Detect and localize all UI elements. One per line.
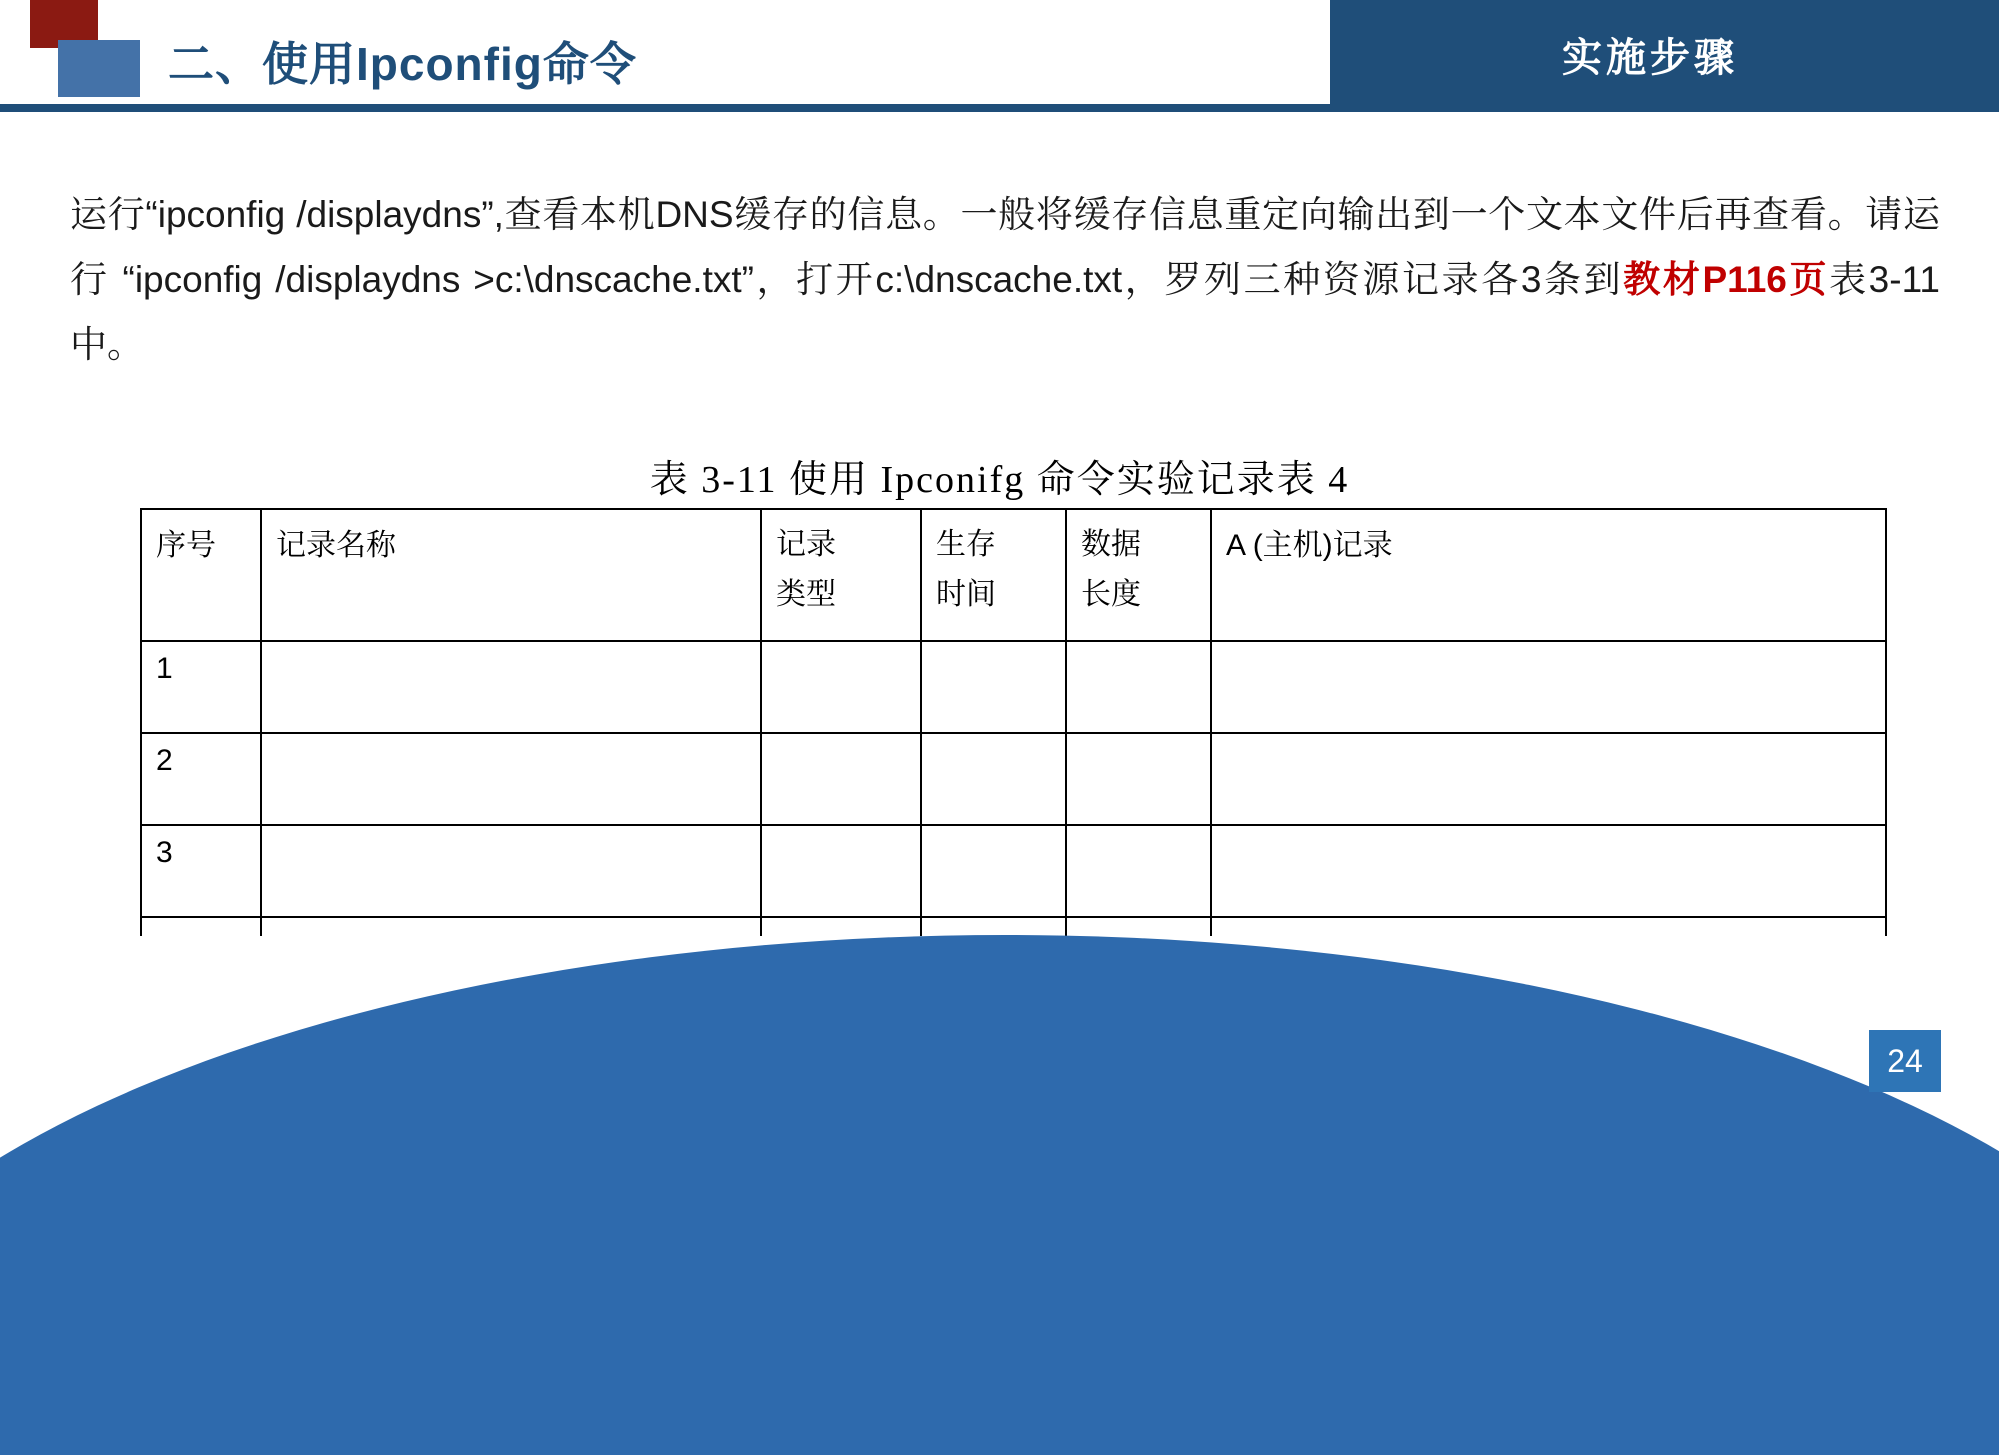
column-header-type-line2: 类型 [776,578,836,611]
table-row[interactable] [141,733,1886,825]
record-table [140,508,1887,936]
cell-no [141,917,261,936]
cell-length[interactable] [921,825,1066,917]
cell-ttl[interactable] [921,733,1066,825]
instruction-paragraph [70,182,1940,377]
footer-decoration [0,935,1999,1455]
column-header-name: 记录名称 [261,509,761,641]
cell-length[interactable] [1066,733,1211,825]
paragraph-text-part1: 运行“ipconfig /displaydns”,查看本机DNS缓存的信息。一般将缓存信息重定向输出到一个文本文件后再查看。请运行 “ipconfig /displaydns >c:\dnscache.txt”，打开c:\dnscache.txt，罗列三种资源记录各3条到 [70,194,1940,300]
column-header-length-line2: 长度 [1081,578,1141,611]
column-header-type-line1: 记录 [776,528,836,561]
cell-ttl [921,917,1066,936]
cell-type[interactable] [761,733,921,825]
cell-no: 3 [141,825,261,917]
column-header-ttl-line1: 生存 [936,528,996,561]
cell-no: 1 [141,641,261,733]
cell-length[interactable] [1066,825,1211,917]
table-row[interactable] [141,641,1886,733]
cell-ttl[interactable] [921,641,1066,733]
cell-type [761,917,921,936]
cell-a-record[interactable] [1211,825,1886,917]
cell-name[interactable] [261,825,761,917]
cell-a-record[interactable] [1211,641,1886,733]
cell-no: 2 [141,733,261,825]
table-row[interactable] [141,825,1886,917]
column-header-length [1066,509,1211,641]
page-number-badge: 24 [1869,1030,1941,1092]
column-header-length-line1: 数据 [1081,528,1141,561]
header-underline [0,104,1999,112]
section-label: 实施步骤 [1562,36,1738,80]
cell-name[interactable] [261,733,761,825]
cell-a-record [1211,917,1886,936]
cell-name[interactable] [261,641,761,733]
column-header-ttl-line2: 时间 [936,578,996,611]
page-title: 二、使用Ipconfig命令 [168,38,637,90]
cell-a-record[interactable] [1211,733,1886,825]
paragraph-highlight: 教材P116页 [1623,259,1830,300]
paragraph-text-part2: 表3-11中。 [70,259,1940,365]
cell-length [1066,917,1211,936]
header-decor-square-blue [58,40,140,97]
column-header-a-record: A (主机)记录 [1211,509,1886,641]
column-header-no: 序号 [141,509,261,641]
cell-type[interactable] [761,825,921,917]
table-row-partial [141,917,1886,936]
table-caption: 表 3-11 使用 Ipconifg 命令实验记录表 4 [649,459,1350,501]
cell-type[interactable] [761,641,921,733]
slide-header [0,0,1999,112]
cell-length[interactable] [1066,641,1211,733]
table-header-row [141,509,1886,641]
column-header-ttl [921,509,1066,641]
column-header-type [761,509,921,641]
cell-name [261,917,761,936]
